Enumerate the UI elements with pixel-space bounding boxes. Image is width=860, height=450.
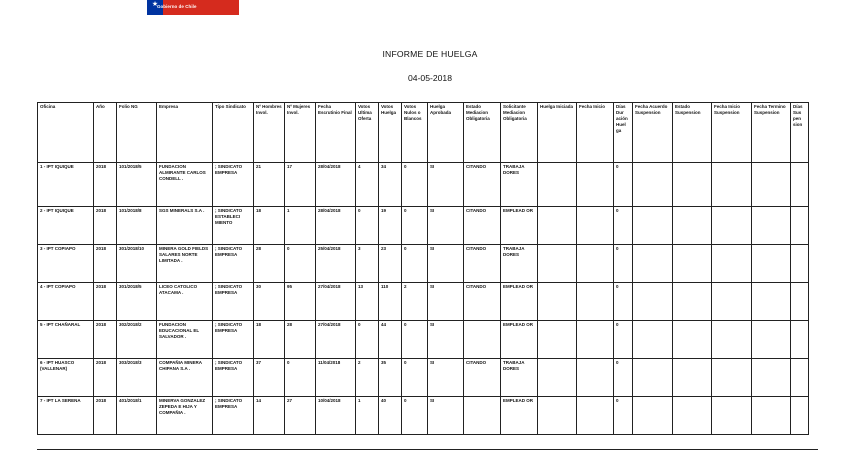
table-cell: 0 bbox=[285, 359, 316, 397]
table-cell: COMPAÑIA MINERA CHIPANA S.A . bbox=[157, 359, 213, 397]
table-cell: CITANDO bbox=[464, 245, 501, 283]
table-cell: 0 bbox=[356, 321, 379, 359]
table-cell bbox=[538, 283, 577, 321]
table-cell: 0 bbox=[402, 397, 428, 435]
table-cell: FUNDACION EDUCACIONAL EL SALVADOR . bbox=[157, 321, 213, 359]
table-cell: ; SINDICATO EMPRESA bbox=[213, 321, 254, 359]
header-cell: Tipo Sindicato bbox=[213, 103, 254, 163]
table-cell bbox=[577, 397, 614, 435]
table-cell: 25/04/2018 bbox=[316, 245, 356, 283]
header-cell: Oficina bbox=[38, 103, 94, 163]
table-cell: 95 bbox=[285, 283, 316, 321]
table-cell: 2018 bbox=[94, 207, 117, 245]
header-cell: Fecha Acuerdo Suspension bbox=[633, 103, 673, 163]
table-cell: MINERA GOLD FIELDS SALARES NORTE LIMITADA . bbox=[157, 245, 213, 283]
table-cell bbox=[673, 321, 712, 359]
table-cell bbox=[673, 283, 712, 321]
logo-caption: Gobierno de Chile bbox=[157, 4, 197, 9]
table-cell: EMPLEAD OR bbox=[501, 283, 538, 321]
table-cell: 101/2018/5 bbox=[117, 163, 157, 207]
header-cell: Folio NG bbox=[117, 103, 157, 163]
table-cell: 28 bbox=[285, 321, 316, 359]
table-cell: 0 bbox=[402, 207, 428, 245]
table-cell bbox=[538, 245, 577, 283]
table-cell: 37 bbox=[254, 359, 285, 397]
table-row bbox=[38, 163, 809, 207]
header-cell: Huelga Aprobada bbox=[428, 103, 464, 163]
table-cell: 303/2018/3 bbox=[117, 359, 157, 397]
table-cell: 1 bbox=[285, 207, 316, 245]
table-cell: 5 - IPT CHAÑARAL bbox=[38, 321, 94, 359]
table-cell: 19 bbox=[379, 207, 402, 245]
header-cell: Estado Mediacion Obligatoria bbox=[464, 103, 501, 163]
table-cell: LICEO CATOLICO ATACAMA . bbox=[157, 283, 213, 321]
table-cell: ; SINDICATO EMPRESA bbox=[213, 397, 254, 435]
table-cell: 4 - IPT COPIAPO bbox=[38, 283, 94, 321]
table-cell bbox=[712, 283, 752, 321]
table-cell: SI bbox=[428, 359, 464, 397]
table-cell: ; SINDICATO EMPRESA bbox=[213, 163, 254, 207]
table-cell: 401/2018/1 bbox=[117, 397, 157, 435]
table-cell: 0 bbox=[402, 163, 428, 207]
table-cell: 13 bbox=[356, 283, 379, 321]
table-cell bbox=[673, 207, 712, 245]
table-cell bbox=[673, 163, 712, 207]
header-cell: Fecha Escrutinio Final bbox=[316, 103, 356, 163]
table-cell bbox=[538, 359, 577, 397]
table-cell: 35 bbox=[379, 359, 402, 397]
table-cell: 301/2018/10 bbox=[117, 245, 157, 283]
table-cell: 18 bbox=[254, 321, 285, 359]
table-cell bbox=[577, 283, 614, 321]
table-cell: 110 bbox=[379, 283, 402, 321]
header-cell: Nº Hombres Invol. bbox=[254, 103, 285, 163]
table-cell bbox=[673, 359, 712, 397]
table-cell: EMPLEAD OR bbox=[501, 397, 538, 435]
table-cell bbox=[577, 359, 614, 397]
table-cell: 2018 bbox=[94, 283, 117, 321]
table-cell bbox=[633, 163, 673, 207]
table-cell: 2 bbox=[356, 359, 379, 397]
table-cell bbox=[712, 321, 752, 359]
table-cell: ; SINDICATO EMPRESA bbox=[213, 283, 254, 321]
table-cell: 30 bbox=[254, 283, 285, 321]
table-cell: EMPLEAD OR bbox=[501, 321, 538, 359]
table-cell bbox=[633, 321, 673, 359]
table-cell: 0 bbox=[614, 283, 633, 321]
table-cell: CITANDO bbox=[464, 283, 501, 321]
table-cell: 14 bbox=[254, 397, 285, 435]
header-cell: Días Sus pen sion bbox=[791, 103, 809, 163]
table-cell bbox=[791, 321, 809, 359]
report-date: 04-05-2018 bbox=[408, 73, 452, 83]
table-cell bbox=[752, 397, 791, 435]
table-cell: SI bbox=[428, 283, 464, 321]
table-cell: 28 bbox=[254, 245, 285, 283]
table-cell: 0 bbox=[356, 207, 379, 245]
table-cell: 27 bbox=[285, 397, 316, 435]
table-row bbox=[38, 207, 809, 245]
table-cell: ; SINDICATO EMPRESA bbox=[213, 245, 254, 283]
table-cell: SI bbox=[428, 207, 464, 245]
table-cell: 23 bbox=[379, 245, 402, 283]
header-cell: Empresa bbox=[157, 103, 213, 163]
table-cell: SI bbox=[428, 397, 464, 435]
table-cell: 11/04/2018 bbox=[316, 359, 356, 397]
star-icon: ★ bbox=[151, 1, 159, 8]
report-title: INFORME DE HUELGA bbox=[382, 49, 478, 59]
header-cell: Votos Nulos o Blancos bbox=[402, 103, 428, 163]
table-cell: SI bbox=[428, 321, 464, 359]
table-cell bbox=[712, 207, 752, 245]
table-cell bbox=[752, 359, 791, 397]
table-cell: CITANDO bbox=[464, 359, 501, 397]
table-cell bbox=[752, 245, 791, 283]
table-cell: 302/2018/2 bbox=[117, 321, 157, 359]
table-row bbox=[38, 359, 809, 397]
table-cell bbox=[791, 397, 809, 435]
table-cell bbox=[538, 321, 577, 359]
table-row bbox=[38, 283, 809, 321]
table-cell: 2 - IPT IQUIQUE bbox=[38, 207, 94, 245]
table-cell bbox=[633, 397, 673, 435]
table-cell bbox=[752, 283, 791, 321]
table-cell: 3 bbox=[356, 245, 379, 283]
table-cell: 3 - IPT COPIAPO bbox=[38, 245, 94, 283]
table-cell bbox=[464, 321, 501, 359]
table-cell: 18 bbox=[254, 207, 285, 245]
table-cell: 21 bbox=[254, 163, 285, 207]
table-cell: 2018 bbox=[94, 163, 117, 207]
table-cell: ; SINDICATO EMPRESA bbox=[213, 359, 254, 397]
table-cell: 40 bbox=[379, 397, 402, 435]
table-cell bbox=[577, 321, 614, 359]
table-cell bbox=[791, 283, 809, 321]
table-cell: 34 bbox=[379, 163, 402, 207]
table-cell bbox=[673, 245, 712, 283]
table-row bbox=[38, 321, 809, 359]
table-cell: 6 - IPT HUASCO (VALLENAR) bbox=[38, 359, 94, 397]
header-cell: Días Dur ación Huel ga bbox=[614, 103, 633, 163]
table-cell: SI bbox=[428, 245, 464, 283]
header-cell: Solicitante Mediacion Obligatoria bbox=[501, 103, 538, 163]
table-cell bbox=[712, 359, 752, 397]
table-row bbox=[38, 397, 809, 435]
table-cell: 44 bbox=[379, 321, 402, 359]
table-cell: 101/2018/8 bbox=[117, 207, 157, 245]
table-cell bbox=[577, 163, 614, 207]
table-cell: 28/04/2018 bbox=[316, 163, 356, 207]
table-cell bbox=[752, 207, 791, 245]
header-cell: Votos Huelga bbox=[379, 103, 402, 163]
table-cell: 2018 bbox=[94, 321, 117, 359]
table-cell: 0 bbox=[402, 359, 428, 397]
table-cell bbox=[712, 245, 752, 283]
table-cell: 0 bbox=[614, 207, 633, 245]
table-row bbox=[38, 245, 809, 283]
table-cell: 0 bbox=[614, 321, 633, 359]
table-cell: TRABAJA DORES bbox=[501, 359, 538, 397]
table-cell: MINERVA GONZALEZ ZEPEDA E HIJA Y COMPAÑIA . bbox=[157, 397, 213, 435]
gobierno-de-chile-logo bbox=[147, 0, 239, 15]
table-cell: 1 - IPT IQUIQUE bbox=[38, 163, 94, 207]
table-cell bbox=[752, 321, 791, 359]
table-cell bbox=[538, 163, 577, 207]
table-cell: EMPLEAD OR bbox=[501, 207, 538, 245]
table-cell: 0 bbox=[614, 163, 633, 207]
table-cell: 0 bbox=[402, 321, 428, 359]
table-cell: 2018 bbox=[94, 245, 117, 283]
table-cell bbox=[577, 207, 614, 245]
table-cell bbox=[633, 359, 673, 397]
header-cell: Nº Mujeres Invol. bbox=[285, 103, 316, 163]
table-cell: FUNDACION ALMIRANTE CARLOS CONDELL . bbox=[157, 163, 213, 207]
table-cell bbox=[712, 397, 752, 435]
table-cell: 0 bbox=[402, 245, 428, 283]
table-cell: TRABAJA DORES bbox=[501, 163, 538, 207]
header-row bbox=[38, 103, 809, 163]
table-cell: 2 bbox=[402, 283, 428, 321]
table-cell: SGS MINERALS S.A . bbox=[157, 207, 213, 245]
table-cell: 0 bbox=[614, 397, 633, 435]
table-cell: 27/04/2018 bbox=[316, 283, 356, 321]
table-cell bbox=[673, 397, 712, 435]
table-cell: 0 bbox=[614, 245, 633, 283]
header-cell: Fecha Inicio Suspension bbox=[712, 103, 752, 163]
header-cell: Fecha Inicio bbox=[577, 103, 614, 163]
table-cell bbox=[538, 207, 577, 245]
header-cell: Estado Suspension bbox=[673, 103, 712, 163]
table-cell: 2018 bbox=[94, 397, 117, 435]
table-cell: 1 bbox=[356, 397, 379, 435]
table-cell bbox=[752, 163, 791, 207]
header-cell: Año bbox=[94, 103, 117, 163]
table-cell bbox=[791, 207, 809, 245]
table-cell: ; SINDICATO ESTABLECI MIENTO bbox=[213, 207, 254, 245]
table-cell bbox=[633, 283, 673, 321]
header-cell: Votos Ultima Oferta bbox=[356, 103, 379, 163]
table-cell bbox=[791, 359, 809, 397]
table-cell bbox=[538, 397, 577, 435]
table-cell bbox=[791, 245, 809, 283]
header-cell: Fecha Termino Suspension bbox=[752, 103, 791, 163]
strike-report-table bbox=[37, 102, 809, 435]
table-cell: 17 bbox=[285, 163, 316, 207]
table-cell: 0 bbox=[285, 245, 316, 283]
header-cell: Huelga Iniciada bbox=[538, 103, 577, 163]
table-cell bbox=[633, 207, 673, 245]
table-cell bbox=[791, 163, 809, 207]
table-cell: 2018 bbox=[94, 359, 117, 397]
table-cell: 0 bbox=[614, 359, 633, 397]
table-cell: 301/2018/5 bbox=[117, 283, 157, 321]
table-cell: SI bbox=[428, 163, 464, 207]
table-cell: CITANDO bbox=[464, 207, 501, 245]
table-cell: 10/04/2018 bbox=[316, 397, 356, 435]
table-cell bbox=[633, 245, 673, 283]
table-cell: 4 bbox=[356, 163, 379, 207]
table-cell: 28/04/2018 bbox=[316, 207, 356, 245]
table-cell bbox=[577, 245, 614, 283]
table-cell: 7 - IPT LA SERENA bbox=[38, 397, 94, 435]
table-cell: TRABAJA DORES bbox=[501, 245, 538, 283]
table-cell: CITANDO bbox=[464, 163, 501, 207]
table-body bbox=[38, 163, 809, 435]
table-cell bbox=[464, 397, 501, 435]
table-cell bbox=[712, 163, 752, 207]
table-cell: 27/04/2018 bbox=[316, 321, 356, 359]
